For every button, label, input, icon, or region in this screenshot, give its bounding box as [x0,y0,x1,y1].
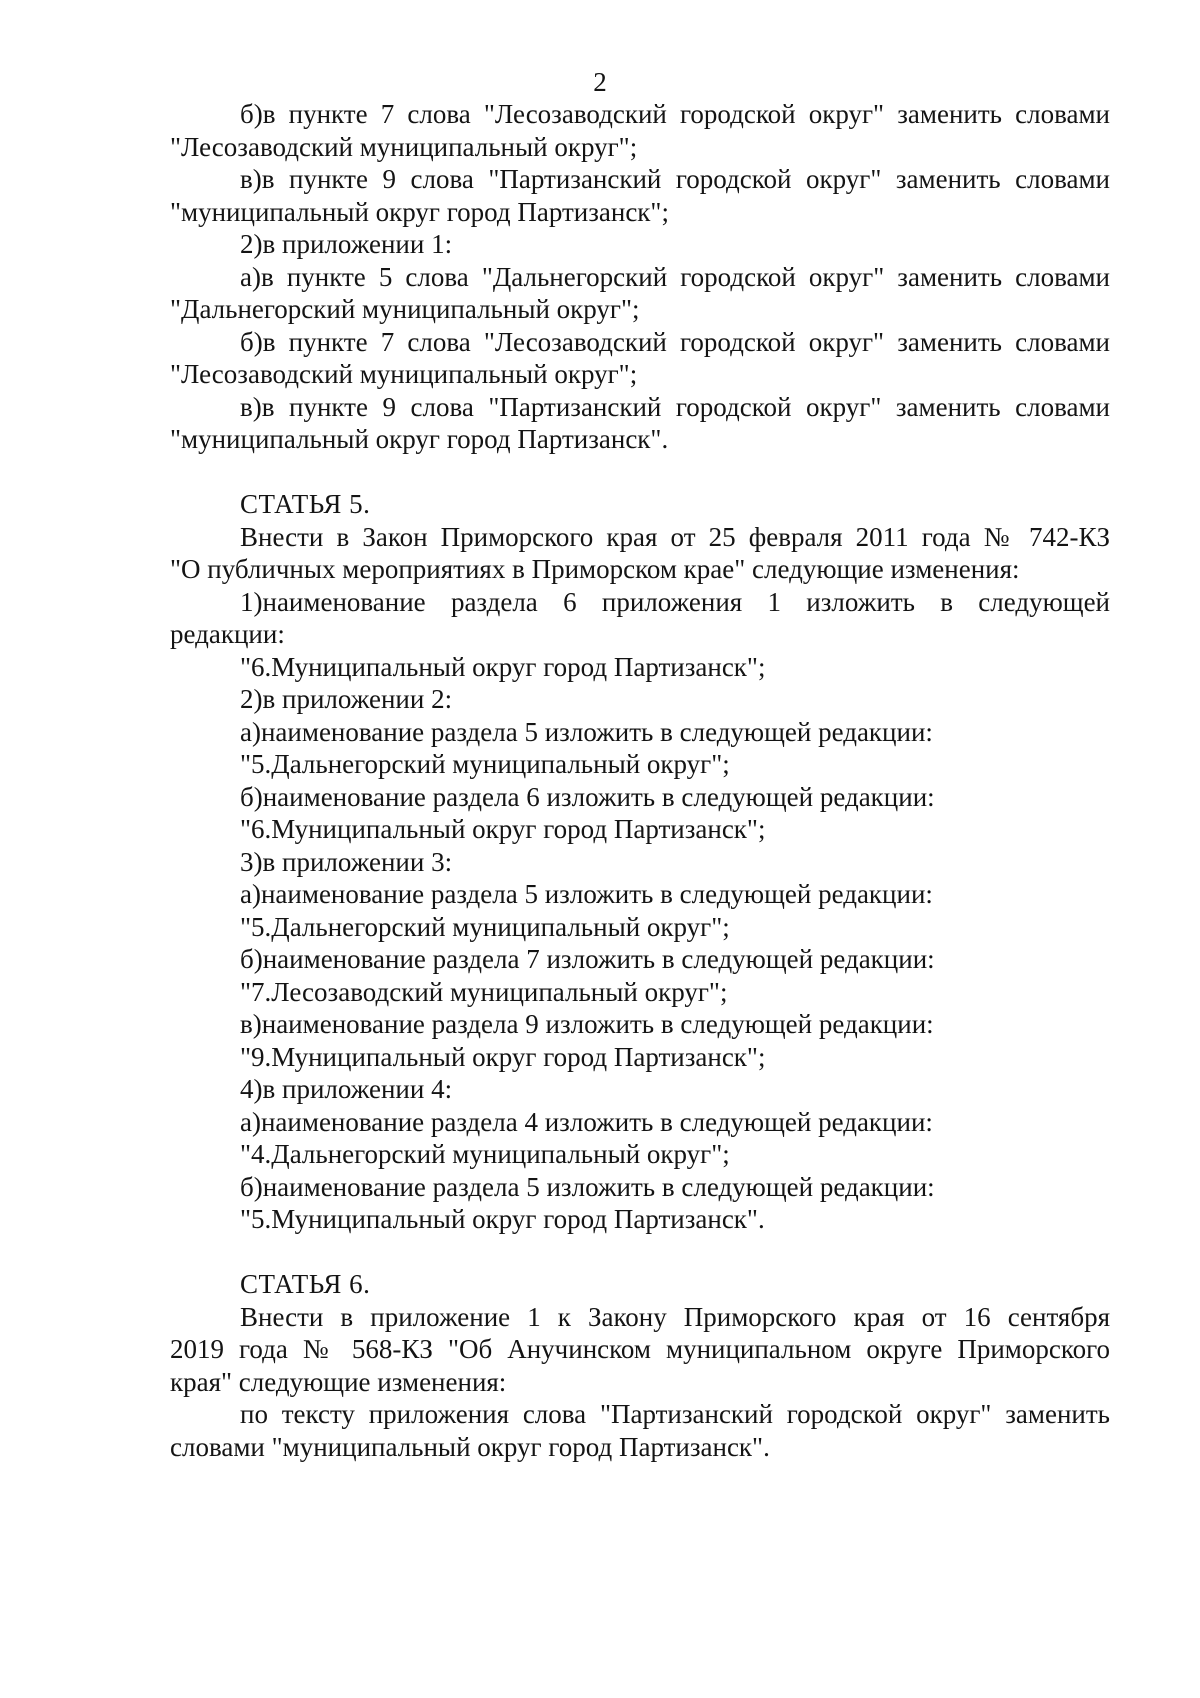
paragraph-line: 2019 года № 568-КЗ "Об Анучинском муниципальном округе Приморского [170,1334,1110,1364]
paragraph-line: б)наименование раздела 5 изложить в следующей редакции: [240,1171,935,1202]
article-6-heading: СТАТЬЯ 6. [240,1269,371,1299]
paragraph-line: "7.Лесозаводский муниципальный округ"; [240,976,728,1007]
paragraph-line: 4)в приложении 4: [240,1074,453,1104]
paragraph-line: а)в пункте 5 слова "Дальнегорский городской округ" заменить словами [240,261,1110,292]
paragraph-line: "Дальнегорский муниципальный округ"; [170,294,640,324]
article-5-heading: СТАТЬЯ 5. [240,489,371,519]
paragraph-line: Внести в Закон Приморского края от 25 февраля 2011 года № 742-КЗ [240,521,1110,552]
paragraph-line: "О публичных мероприятиях в Приморском крае" следующие изменения: [170,554,1020,584]
paragraph-line: "9.Муниципальный округ город Партизанск"; [240,1041,766,1072]
article-5 [170,488,1110,1236]
paragraph-line: "5.Муниципальный округ город Партизанск". [240,1204,765,1234]
paragraph-line: "4.Дальнегорский муниципальный округ"; [240,1139,730,1169]
page-number: 2 [593,67,607,97]
paragraph-line: 2)в приложении 1: [240,229,453,259]
document-body [170,98,1110,1463]
paragraph-line: б)в пункте 7 слова "Лесозаводский городской округ" заменить словами [240,99,1110,129]
paragraph-line: редакции: [170,619,285,649]
paragraph-line: а)наименование раздела 5 изложить в следующей редакции: [240,716,933,747]
article-4-continuation [170,98,1110,456]
paragraph-line: 1)наименование раздела 6 приложения 1 изложить в следующей [240,586,1110,617]
paragraph-line: "5.Дальнегорский муниципальный округ"; [240,911,730,942]
section-spacer [170,1236,1110,1269]
paragraph-line: б)в пункте 7 слова "Лесозаводский городской округ" заменить словами [240,326,1110,357]
article-6 [170,1268,1110,1463]
paragraph-line: "5.Дальнегорский муниципальный округ"; [240,749,730,779]
paragraph-line: края" следующие изменения: [170,1366,507,1397]
paragraph-line: "6.Муниципальный округ город Партизанск"; [240,651,766,682]
paragraph-line: а)наименование раздела 5 изложить в следующей редакции: [240,879,933,909]
paragraph-line: "Лесозаводский муниципальный округ"; [170,359,638,389]
paragraph-line: по тексту приложения слова "Партизанский городской округ" заменить [240,1399,1110,1429]
paragraph-line: б)наименование раздела 7 изложить в следующей редакции: [240,944,935,974]
section-spacer [170,456,1110,489]
paragraph-line: "муниципальный округ город Партизанск"; [170,196,669,227]
paragraph-line: "Лесозаводский муниципальный округ"; [170,131,638,162]
paragraph-line: Внести в приложение 1 к Закону Приморского края от 16 сентября [240,1301,1110,1332]
paragraph-line: "муниципальный округ город Партизанск". [170,424,669,454]
paragraph-line: в)в пункте 9 слова "Партизанский городской округ" заменить словами [240,391,1110,422]
paragraph-line: словами "муниципальный округ город Партизанск". [170,1431,770,1462]
paragraph-line: "6.Муниципальный округ город Партизанск"; [240,814,766,844]
paragraph-line: 2)в приложении 2: [240,684,453,714]
paragraph-line: б)наименование раздела 6 изложить в следующей редакции: [240,781,935,812]
paragraph-line: а)наименование раздела 4 изложить в следующей редакции: [240,1106,933,1137]
paragraph-line: в)в пункте 9 слова "Партизанский городской округ" заменить словами [240,164,1110,194]
paragraph-line: 3)в приложении 3: [240,846,453,877]
paragraph-line: в)наименование раздела 9 изложить в следующей редакции: [240,1009,934,1039]
